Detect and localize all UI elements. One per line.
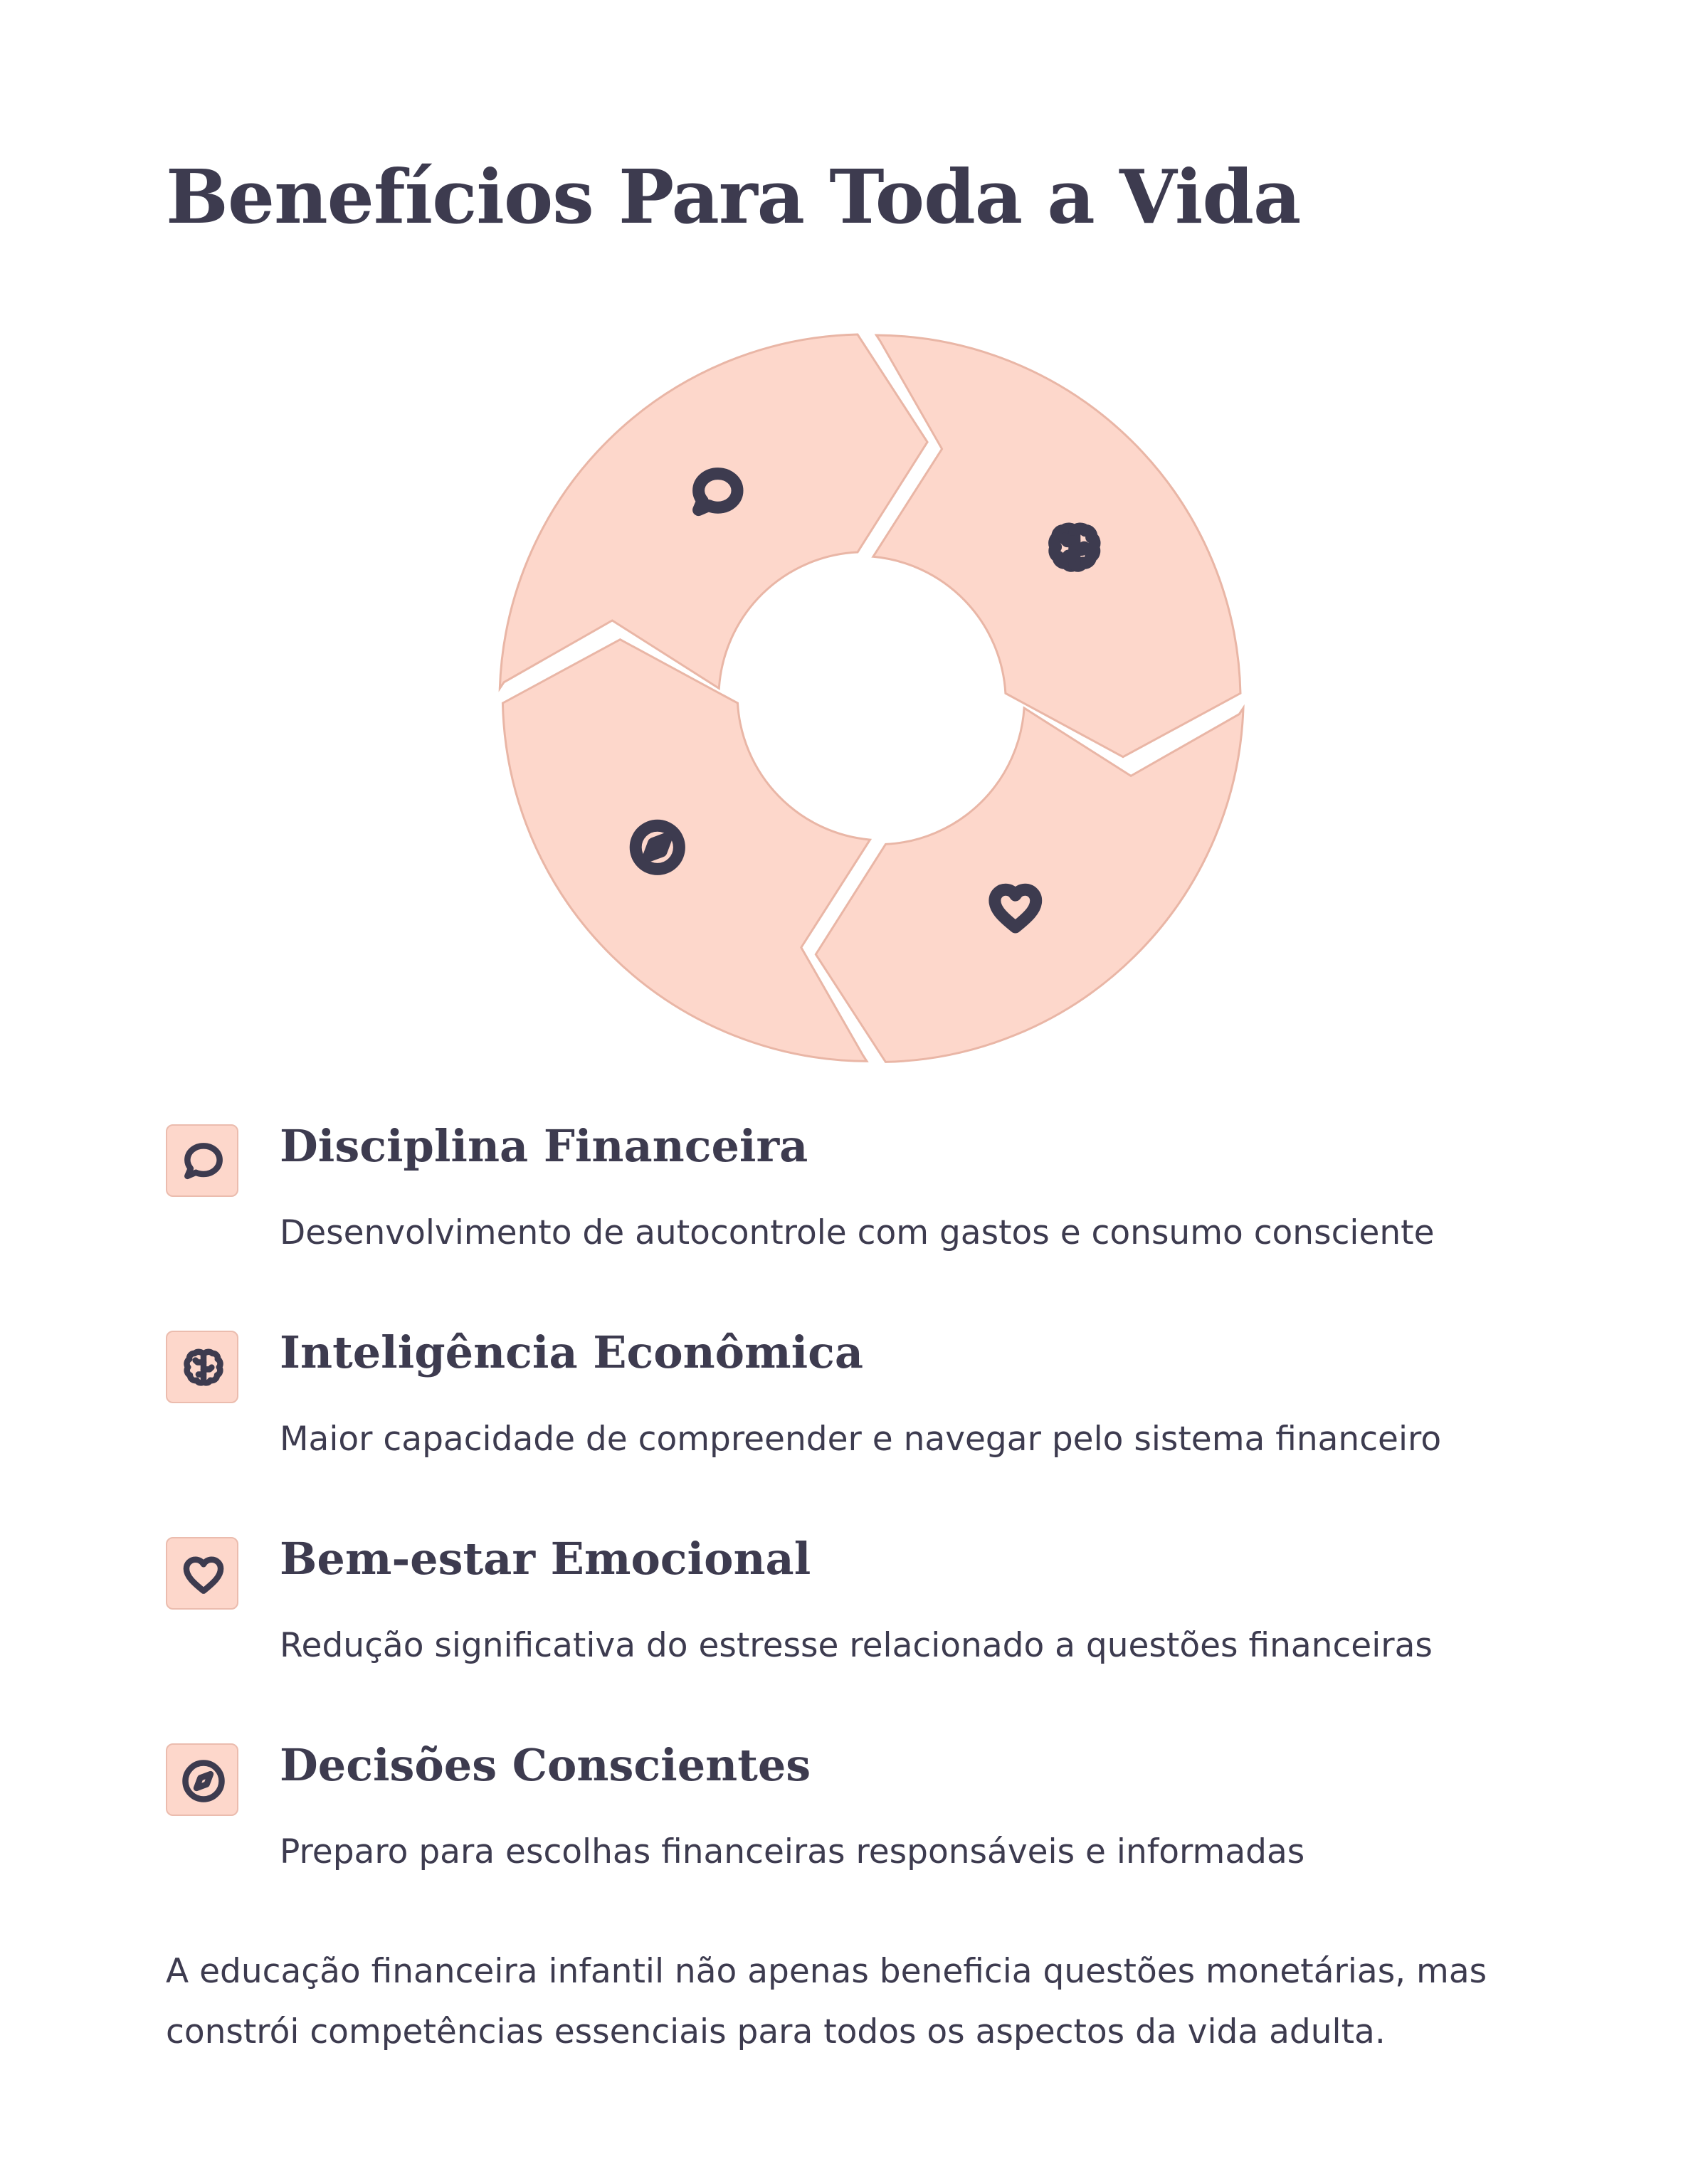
benefit-title: Inteligência Econômica — [280, 1326, 864, 1378]
benefits-list — [166, 1120, 1589, 1950]
list-item — [166, 1120, 1589, 1331]
benefit-description: Maior capacidade de compreender e navegar pelo sistema financeiro — [280, 1420, 1442, 1459]
benefit-badge — [166, 1743, 238, 1816]
compass-icon — [179, 1757, 228, 1805]
heart-icon — [179, 1551, 228, 1599]
footer-text: A educação financeira infantil não apenas beneficia questões monetárias, mas constrói competências essenciais para todos os aspectos da vida adulta. — [166, 1952, 1487, 2051]
benefit-badge — [166, 1537, 238, 1610]
benefit-description: Preparo para escolhas financeiras responsáveis e informadas — [280, 1832, 1305, 1871]
benefit-description: Desenvolvimento de autocontrole com gastos e consumo consciente — [280, 1213, 1435, 1252]
page-title: Benefícios Para Toda a Vida — [166, 153, 1301, 241]
list-item — [166, 1326, 1589, 1537]
benefit-description: Redução significativa do estresse relacionado a questões financeiras — [280, 1626, 1433, 1665]
list-item — [166, 1533, 1589, 1743]
benefit-title: Bem-estar Emocional — [280, 1533, 811, 1585]
list-item — [166, 1739, 1589, 1950]
brain-icon — [179, 1344, 228, 1393]
benefit-badge — [166, 1331, 238, 1403]
cycle-segment-decisoes — [502, 640, 870, 1062]
speech-bubble-icon — [179, 1138, 228, 1186]
benefit-title: Decisões Conscientes — [280, 1739, 811, 1791]
benefit-title: Disciplina Financeira — [280, 1120, 808, 1172]
benefit-badge — [166, 1124, 238, 1197]
brain-icon — [1055, 529, 1095, 566]
